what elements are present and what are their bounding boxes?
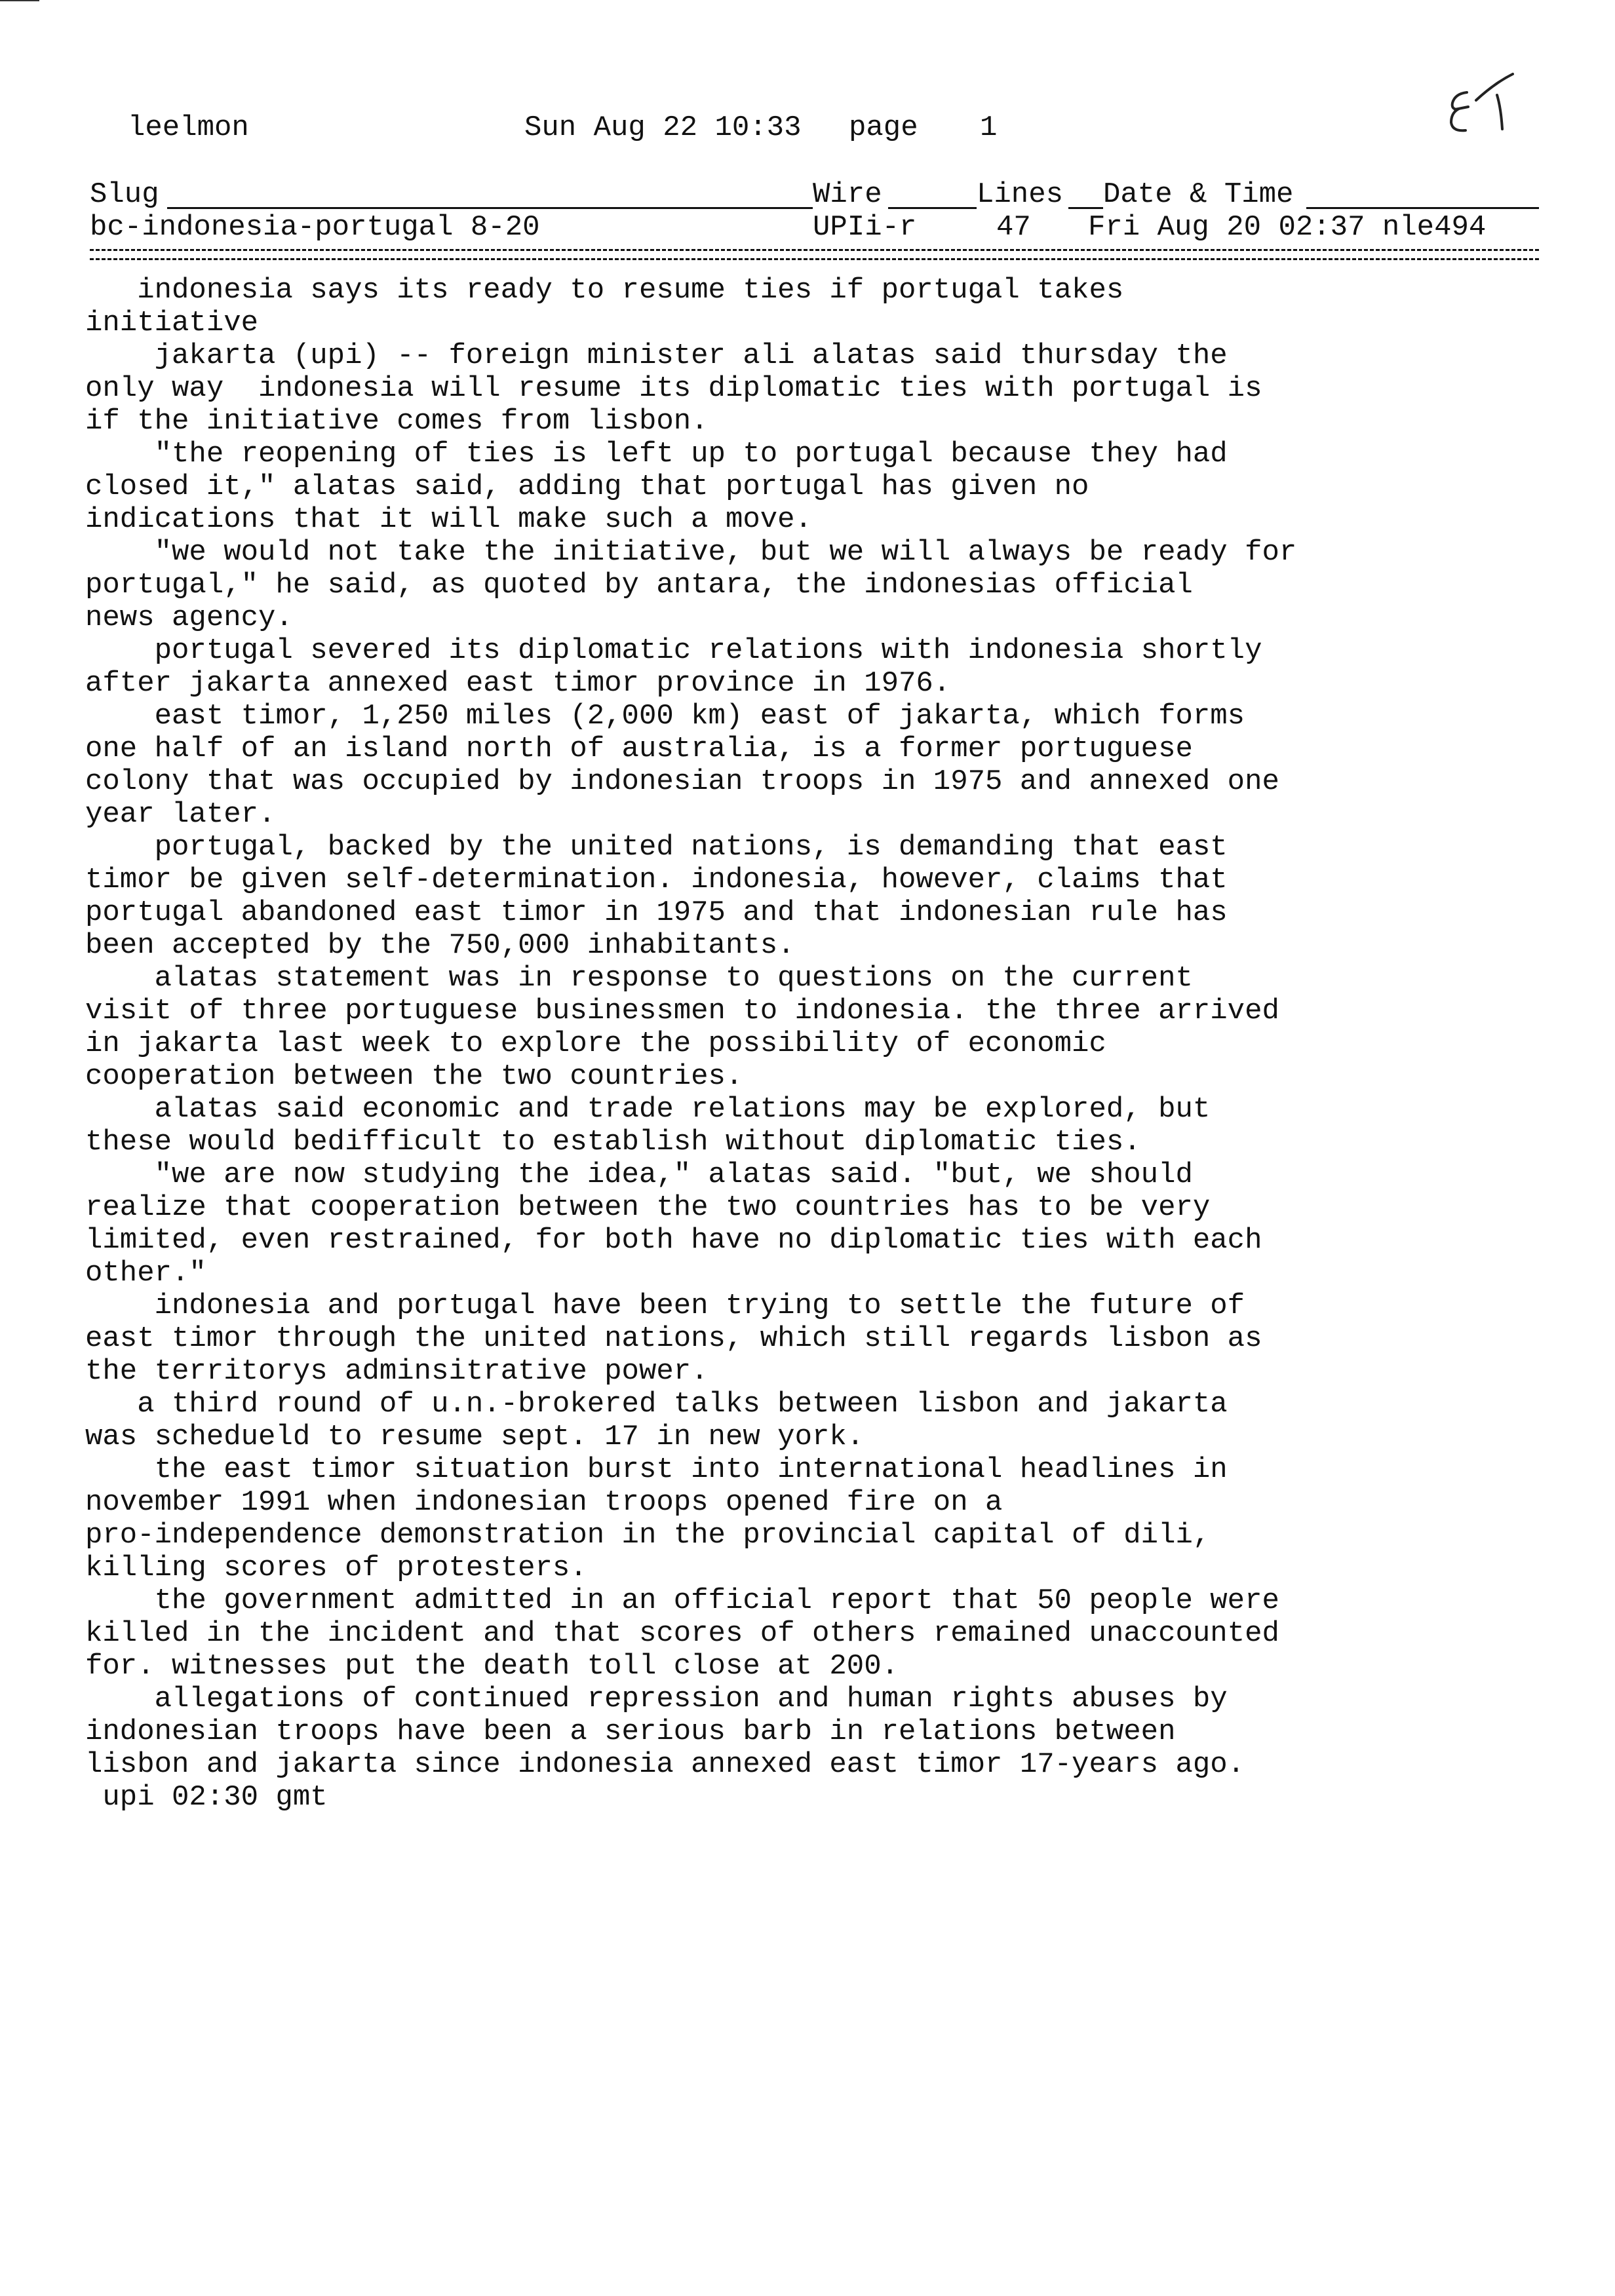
article-line: initiative — [85, 307, 259, 339]
article-line: realize that cooperation between the two countries has to be very — [85, 1191, 1211, 1224]
article-line: colony that was occupied by indonesian troops in 1975 and annexed one — [85, 765, 1279, 798]
wire-value: UPIi-r — [813, 211, 917, 244]
article-line: "we would not take the initiative, but we will always be ready for — [85, 536, 1297, 569]
article-line: year later. — [85, 798, 276, 831]
article-line: after jakarta annexed east timor province in 1976. — [85, 667, 951, 700]
slug-underline — [167, 207, 813, 209]
article-line: the government admitted in an official report that 50 people were — [85, 1584, 1279, 1617]
article-line: east timor, 1,250 miles (2,000 km) east of jakarta, which forms — [85, 700, 1245, 733]
scan-corner-mark — [0, 0, 39, 7]
article-line: upi 02:30 gmt — [85, 1781, 328, 1814]
lines-underline — [1068, 207, 1103, 209]
article-line: these would bedifficult to establish without diplomatic ties. — [85, 1126, 1141, 1158]
article-line: jakarta (upi) -- foreign minister ali alatas said thursday the — [85, 339, 1228, 372]
article-line: alatas statement was in response to questions on the current — [85, 962, 1193, 995]
article-line: limited, even restrained, for both have no diplomatic ties with each — [85, 1224, 1262, 1257]
header-page-label: page — [849, 111, 918, 144]
article-line: a third round of u.n.-brokered talks between lisbon and jakarta — [85, 1388, 1228, 1421]
article-line: news agency. — [85, 602, 293, 634]
article-line: "we are now studying the idea," alatas said. "but, we should — [85, 1158, 1193, 1191]
article-line: indonesian troops have been a serious barb in relations between — [85, 1715, 1176, 1748]
article-line: november 1991 when indonesian troops opened fire on a — [85, 1486, 1003, 1519]
article-line: one half of an island north of australia, is a former portuguese — [85, 733, 1193, 765]
article-line: visit of three portuguese businessmen to indonesia. the three arrived — [85, 995, 1279, 1027]
article-line: "the reopening of ties is left up to portugal because they had — [85, 438, 1228, 470]
handwritten-mark — [1429, 69, 1534, 147]
article-body — [85, 274, 1396, 1814]
slug-label: Slug — [90, 178, 159, 211]
article-line: closed it," alatas said, adding that portugal has given no — [85, 470, 1089, 503]
datetime-underline — [1306, 207, 1539, 209]
article-line: portugal abandoned east timor in 1975 and that indonesian rule has — [85, 896, 1228, 929]
article-line: cooperation between the two countries. — [85, 1060, 743, 1093]
slug-fields-values — [0, 211, 1615, 244]
article-line: was schedueld to resume sept. 17 in new york. — [85, 1421, 865, 1453]
article-line: in jakarta last week to explore the possibility of economic — [85, 1027, 1106, 1060]
article-line: pro-independence demonstration in the provincial capital of dili, — [85, 1519, 1211, 1552]
lines-label: Lines — [977, 178, 1064, 211]
article-line: portugal, backed by the united nations, is demanding that east — [85, 831, 1228, 864]
article-line: killing scores of protesters. — [85, 1552, 587, 1584]
wire-underline — [888, 207, 977, 209]
article-line: only way indonesia will resume its diplomatic ties with portugal is — [85, 372, 1262, 405]
article-line: the territorys adminsitrative power. — [85, 1355, 709, 1388]
lines-value: 47 — [996, 211, 1031, 244]
header-datetime: Sun Aug 22 10:33 — [524, 111, 802, 144]
slug-fields-header — [0, 178, 1615, 211]
header-page-number: 1 — [980, 111, 998, 144]
article-line: for. witnesses put the death toll close at 200. — [85, 1650, 899, 1683]
slug-value: bc-indonesia-portugal 8-20 — [90, 211, 540, 244]
article-line: alatas said economic and trade relations may be explored, but — [85, 1093, 1211, 1126]
article-line: east timor through the united nations, which still regards lisbon as — [85, 1322, 1262, 1355]
article-line: the east timor situation burst into international headlines in — [85, 1453, 1228, 1486]
separator-rule — [90, 244, 1539, 270]
article-line: if the initiative comes from lisbon. — [85, 405, 709, 438]
datetime-value: Fri Aug 20 02:37 nle494 — [1088, 211, 1487, 244]
article-line: other." — [85, 1257, 206, 1290]
article-line: been accepted by the 750,000 inhabitants. — [85, 929, 795, 962]
article-line: killed in the incident and that scores of others remained unaccounted — [85, 1617, 1279, 1650]
article-line: allegations of continued repression and human rights abuses by — [85, 1683, 1228, 1715]
article-line: timor be given self-determination. indonesia, however, claims that — [85, 864, 1228, 896]
header-user: leelmon — [128, 111, 249, 144]
article-line: portugal," he said, as quoted by antara, the indonesias official — [85, 569, 1193, 602]
datetime-label: Date & Time — [1103, 178, 1294, 211]
article-line: indonesia says its ready to resume ties if portugal takes — [85, 274, 1124, 307]
article-line: lisbon and jakarta since indonesia annexed east timor 17-years ago. — [85, 1748, 1245, 1781]
article-line: indications that it will make such a move. — [85, 503, 812, 536]
article-line: portugal severed its diplomatic relations with indonesia shortly — [85, 634, 1262, 667]
article-line: indonesia and portugal have been trying to settle the future of — [85, 1290, 1245, 1322]
wire-label: Wire — [813, 178, 882, 211]
print-header — [0, 111, 1615, 144]
